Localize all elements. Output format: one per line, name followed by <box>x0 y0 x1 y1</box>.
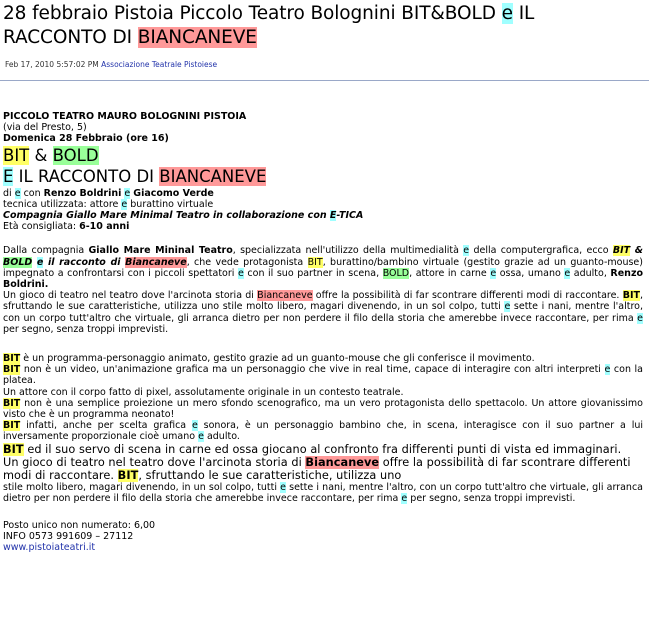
post-meta <box>5 60 217 69</box>
website-link[interactable]: www.pistoiateatri.it <box>3 542 96 554</box>
list-item-8: stile molto libero, magari divenendo, in un sol colpo, tutti e sette i nani, mentre l'altro, con un corpo tutt'altro che virtuale, gli arranca dietro per non perdere il filo della storia che amerebbe invece raccontare, per rima e per segno, senza troppi imprevisti. <box>3 481 643 504</box>
list-item-4: BIT non è una semplice proiezione un mero sfondo scenografico, ma un vero protagonista dello spettacolo. Un attore giovanissimo visto che è un programma neonato! <box>3 397 643 421</box>
company-line: Compagnia Giallo Mare Minimal Teatro in collaborazione con E-TICA <box>3 210 364 222</box>
list-item-7: Un gioco di teatro nel teatro dove l'arcinota storia di Biancaneve offre la possibilità di far scontrare differenti modi di raccontare. BIT, sfruttando le sue caratteristiche, utilizza uno <box>3 455 631 482</box>
list-item-5: BIT infatti, anche per scelta grafica e sonora, è un personaggio bambino che, in scena, interagisce con il suo partner a lui inversamente proporzionale cioè umano e adulto. <box>3 420 643 443</box>
technique-line: tecnica utilizzata: attore e burattino virtuale <box>3 198 214 210</box>
paragraph-intro: Dalla compagnia Giallo Mare Mininal Teatro, specializzata nell'utilizzo della multimedialità e della computergrafica, ecco BIT & BOLD e il racconto di Biancaneve, che vede protagonista BIT, burattino/bambino virtuale (gestito grazie ad un guanto-mouse) impegnato a confrontarsi con i piccoli spettatori e con il suo partner in scena, BOLD, attore in carne e ossa, umano e adulto, Renzo Boldrini. <box>3 245 644 291</box>
event-date: Domenica 28 Febbraio (ore 16) <box>3 133 169 145</box>
list-item-2: BIT non è un video, un'animazione grafica ma un personaggio che vive in real time, capace di interagire con altri interpreti e con la platea. <box>3 364 643 387</box>
list-item-1: BIT è un programma-personaggio animato, gestito grazie ad un guanto-mouse che gli conferisce il movimento. <box>3 353 535 365</box>
price-line: Posto unico non numerato: 6,00 <box>3 520 156 532</box>
divider <box>0 80 649 81</box>
list-item-6: BIT ed il suo servo di scena in carne ed ossa giocano al confronto fra differenti punti di vista ed immaginari. <box>3 442 622 456</box>
show-title-2: E IL RACCONTO DI BIANCANEVE <box>3 166 267 186</box>
list-item-3: Un attore con il corpo fatto di pixel, assolutamente originale in un contesto teatrale. <box>3 386 404 398</box>
info-line: INFO 0573 991609 – 27112 <box>3 531 134 543</box>
page-title: 28 febbraio Pistoia Piccolo Teatro Bolognini BIT&BOLD e IL RACCONTO DI BIANCANEVE <box>3 3 535 48</box>
article-body <box>3 111 643 554</box>
age-line: Età consigliata: 6-10 anni <box>3 221 130 233</box>
theatre-name: PICCOLO TEATRO MAURO BOLOGNINI PISTOIA <box>3 111 247 122</box>
paragraph-story: Un gioco di teatro nel teatro dove l'arcinota storia di Biancaneve offre la possibilità di far scontrare differenti modi di raccontare. BIT, sfruttando le sue caratteristiche, utilizza uno stile molto libero, magari divenendo, in un sol colpo, tutti e sette i nani, mentre l'altro, con un corpo tutt'altro che virtuale, gli arranca dietro per non perdere il filo della storia che amerebbe invece raccontare, per rima e per segno, senza troppi imprevisti. <box>3 290 643 335</box>
credits-line: di e con Renzo Boldrini e Giacomo Verde <box>3 187 214 199</box>
show-title-1: BIT & BOLD <box>3 145 99 165</box>
post-date: Feb 17, 2010 5:57:02 PM <box>5 60 99 69</box>
author-link[interactable]: Associazione Teatrale Pistoiese <box>101 60 218 69</box>
theatre-address: (via del Presto, 5) <box>3 122 87 134</box>
